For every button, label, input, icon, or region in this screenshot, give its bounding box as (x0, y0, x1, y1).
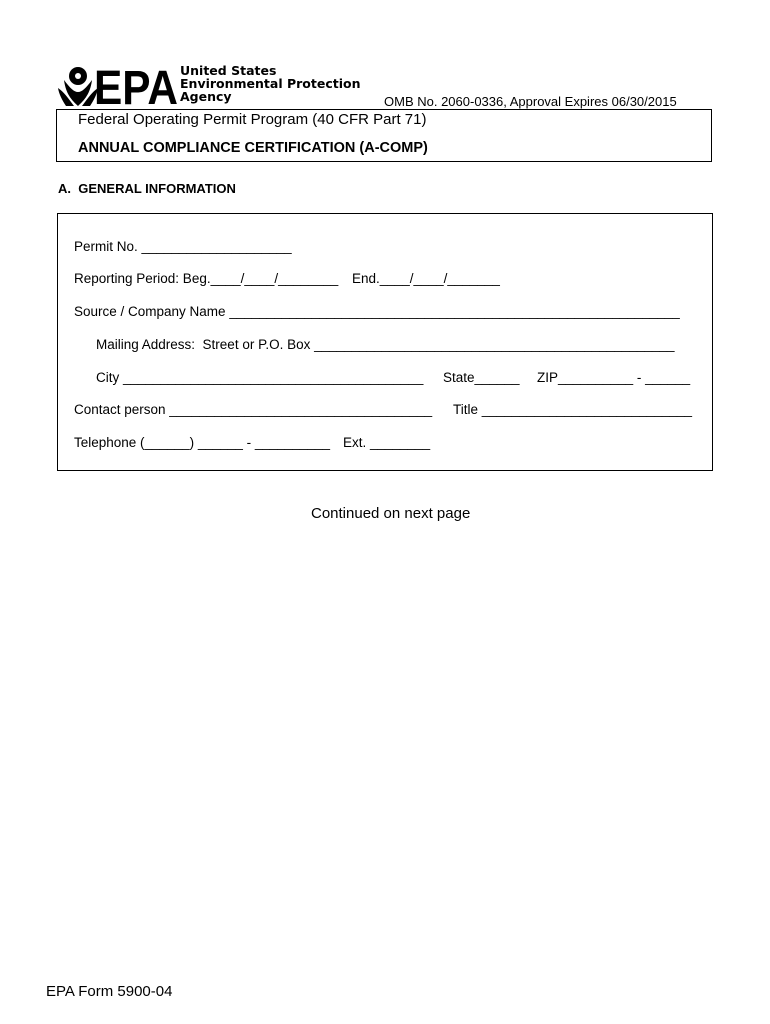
agency-line-3: Agency (180, 89, 232, 104)
source-company-name-field[interactable]: Source / Company Name ____________________________________________________________ (74, 304, 680, 319)
title-field[interactable]: Title ____________________________ (453, 402, 692, 417)
continued-note: Continued on next page (311, 505, 471, 522)
reporting-period-beg-field[interactable]: Reporting Period: Beg.____/____/________ (74, 271, 339, 286)
form-number: EPA Form 5900-04 (46, 983, 173, 1000)
telephone-field[interactable]: Telephone (______) ______ - __________ (74, 435, 330, 450)
agency-line-1: United States (180, 63, 277, 78)
epa-flower-icon (58, 67, 98, 106)
omb-approval: OMB No. 2060-0336, Approval Expires 06/30/2015 (384, 94, 677, 109)
reporting-period-end-field[interactable]: End.____/____/_______ (352, 271, 500, 286)
section-a-title: A. GENERAL INFORMATION (58, 181, 236, 196)
agency-name (180, 64, 361, 103)
mailing-address-field[interactable]: Mailing Address: Street or P.O. Box ________________________________________________ (96, 337, 675, 352)
program-title: Federal Operating Permit Program (40 CFR Part 71) (78, 111, 427, 128)
contact-person-field[interactable]: Contact person ___________________________________ (74, 402, 433, 417)
permit-no-field[interactable]: Permit No. ____________________ (74, 239, 292, 254)
certification-title: ANNUAL COMPLIANCE CERTIFICATION (A-COMP) (78, 140, 428, 156)
zip-field[interactable]: ZIP__________ - ______ (537, 370, 691, 385)
extension-field[interactable]: Ext. ________ (343, 435, 431, 450)
epa-logo-letters: EPA (94, 62, 178, 108)
agency-line-2: Environmental Protection (180, 76, 361, 91)
city-field[interactable]: City ________________________________________ (96, 370, 424, 385)
state-field[interactable]: State______ (443, 370, 520, 385)
